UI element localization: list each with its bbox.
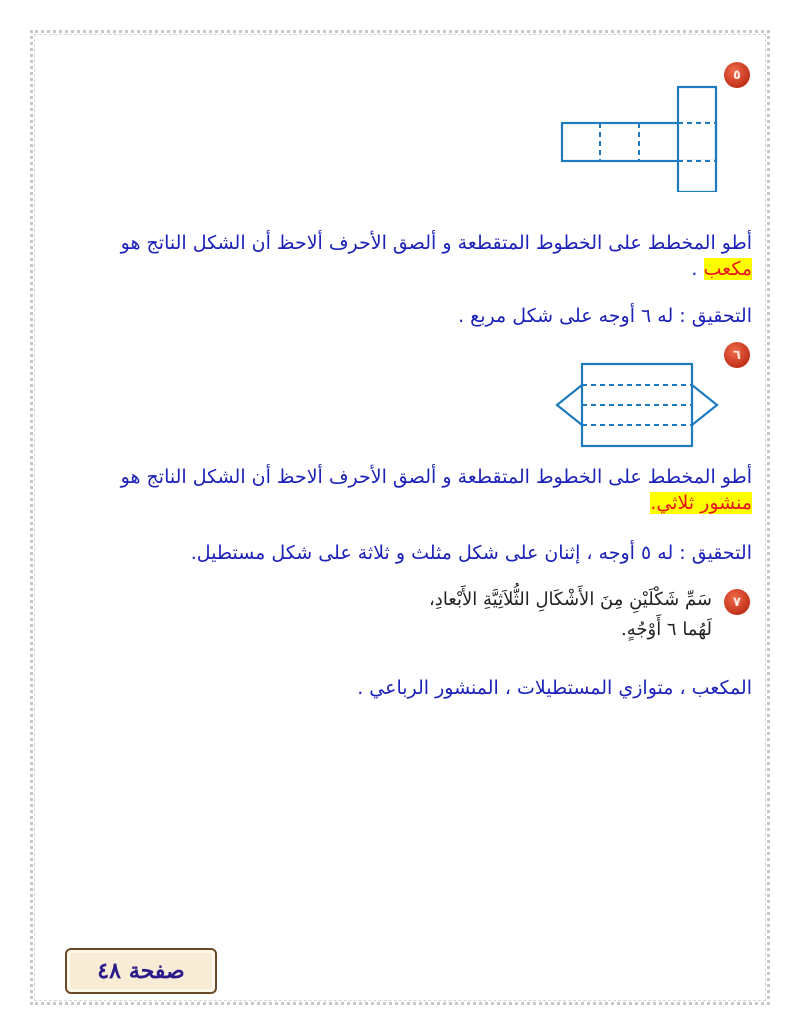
exercise-7-answer: المكعب ، متوازي المستطيلات ، المنشور الرباعي . xyxy=(357,677,752,699)
exercise-6-badge: ٦ xyxy=(724,342,750,368)
instruction-text: أطو المخطط على الخطوط المتقطعة و ألصق الأحرف ألاحظ أن الشكل الناتج هو xyxy=(120,466,752,488)
exercise-7-badge: ٧ xyxy=(724,589,750,615)
exercise-6-instruction xyxy=(85,464,752,516)
question-line-2: لَهُما ٦ أَوْجُهٍ. xyxy=(621,619,712,640)
page-number: ٤٨ xyxy=(97,958,121,984)
cube-net-diagram xyxy=(555,82,725,192)
page-label: صفحة xyxy=(128,958,185,984)
exercise-5-badge: ٥ xyxy=(724,62,750,88)
prism-net-diagram xyxy=(552,360,722,450)
exercise-7-question xyxy=(232,585,712,645)
question-line-1: سَمِّ شَكْلَيْنِ مِنَ الأَشْكَالِ الثُّلاَثِيَّةِ الأَبْعادِ، xyxy=(429,589,712,610)
page-number-tag xyxy=(65,948,217,994)
exercise-5-verify: التحقيق : له ٦ أوجه على شكل مربع . xyxy=(458,305,752,327)
instruction-text: أطو المخطط على الخطوط المتقطعة و ألصق الأحرف ألاحظ أن الشكل الناتج هو xyxy=(120,232,752,254)
answer-suffix: . xyxy=(691,258,704,280)
answer-highlight: منشور ثلاثي. xyxy=(650,492,752,514)
exercise-5-instruction xyxy=(85,230,752,282)
answer-highlight: مكعب xyxy=(703,258,752,280)
exercise-6-verify: التحقيق : له ٥ أوجه ، إثنان على شكل مثلث و ثلاثة على شكل مستطيل. xyxy=(190,542,752,564)
